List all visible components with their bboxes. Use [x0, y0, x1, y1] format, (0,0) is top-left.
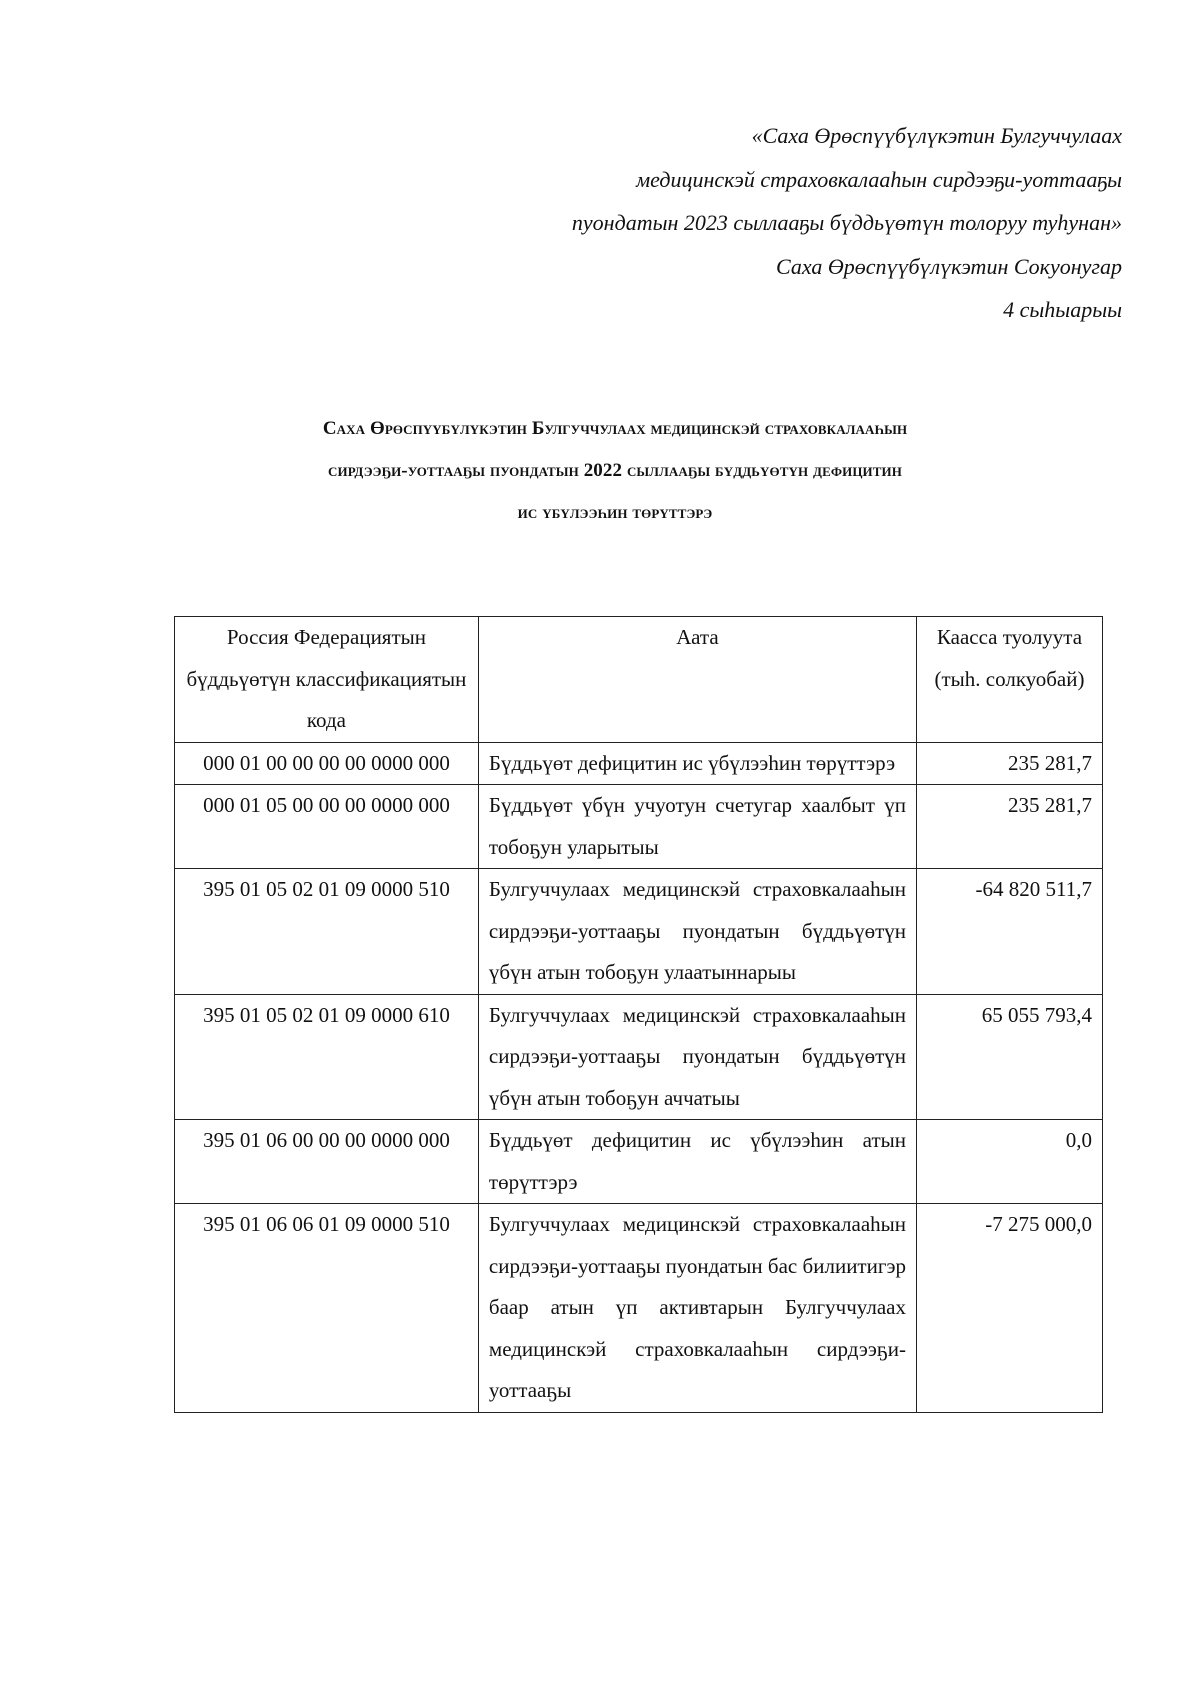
row-code: 395 01 06 00 00 00 0000 000 [175, 1120, 479, 1204]
title-line: Саха Өрөспүүбүлүкэтин Булгуччулаах медицинскэй страховкалааһын [322, 418, 908, 439]
table-header-row [175, 617, 1103, 743]
row-name [478, 785, 916, 869]
row-name-text: Бүддьүөт үбүн учуотун счетугар хаалбыт үп тобоҕун уларытыы [488, 793, 906, 859]
title-line: сирдээҕи-уоттааҕы пуондатын 2022 сыллааҕы бүддьүөтүн дефицитин [328, 460, 902, 481]
row-amount: 65 055 793,4 [916, 994, 1102, 1120]
header-name-column: Аата [478, 617, 916, 743]
table-row [175, 785, 1103, 869]
header-line: пуондатын 2023 сыллааҕы бүддьүөтүн толоруу туһунан» [571, 210, 1122, 235]
row-name [478, 1204, 916, 1413]
row-amount: -64 820 511,7 [916, 869, 1102, 995]
header-line: 4 сыһыарыы [1003, 297, 1122, 322]
row-amount: 0,0 [916, 1120, 1102, 1204]
law-appendix-header [422, 114, 1122, 332]
table-row [175, 742, 1103, 785]
row-name [478, 869, 916, 995]
budget-sources-table [174, 616, 1103, 1413]
row-code: 395 01 06 06 01 09 0000 510 [175, 1204, 479, 1413]
row-name-text: Булгуччулаах медицинскэй страховкалааһын сирдээҕи-уоттааҕы пуондатын бүддьүөтүн үбүн атын тобоҕун улаатыннарыы [488, 877, 906, 984]
row-name [478, 994, 916, 1120]
row-amount: 235 281,7 [916, 742, 1102, 785]
header-code-column: Россия Федерациятын бүддьүөтүн классификациятын кода [175, 617, 479, 743]
table-row [175, 1120, 1103, 1204]
row-name-text: Булгуччулаах медицинскэй страховкалааһын сирдээҕи-уоттааҕы пуондатын бас билиитигэр баар атын үп активтарын Булгуччулаах медицинскэй страховкалааһын сирдээҕи-уоттааҕы [488, 1212, 906, 1402]
row-name-text: Бүддьүөт дефицитин ис үбүлээһин атын төрүттэрэ [488, 1128, 906, 1194]
row-code: 395 01 05 02 01 09 0000 510 [175, 869, 479, 995]
table-row [175, 994, 1103, 1120]
row-name [478, 1120, 916, 1204]
row-code: 000 01 05 00 00 00 0000 000 [175, 785, 479, 869]
title-line: ис үбүлээһин төрүттэрэ [517, 502, 713, 523]
header-line: Саха Өрөспүүбүлүкэтин Сокуонугар [776, 253, 1122, 279]
row-name [478, 742, 916, 785]
document-title [180, 408, 1050, 534]
header-line: «Саха Өрөспүүбүлүкэтин Булгуччулаах [751, 123, 1122, 148]
row-amount: 235 281,7 [916, 785, 1102, 869]
row-name-text: Булгуччулаах медицинскэй страховкалааһын сирдээҕи-уоттааҕы пуондатын бүддьүөтүн үбүн атын тобоҕун аччатыы [488, 1002, 906, 1110]
table-row [175, 869, 1103, 995]
header-line: медицинскэй страховкалааһын сирдээҕи-уоттааҕы [636, 166, 1122, 192]
table-row [175, 1204, 1103, 1413]
row-amount: -7 275 000,0 [916, 1204, 1102, 1413]
row-code: 395 01 05 02 01 09 0000 610 [175, 994, 479, 1120]
row-code: 000 01 00 00 00 00 0000 000 [175, 742, 479, 785]
row-name-text: Бүддьүөт дефицитин ис үбүлээһин төрүттэрэ [488, 750, 896, 775]
header-amount-column: Каасса туолуута (тыһ. солкуобай) [916, 617, 1102, 743]
